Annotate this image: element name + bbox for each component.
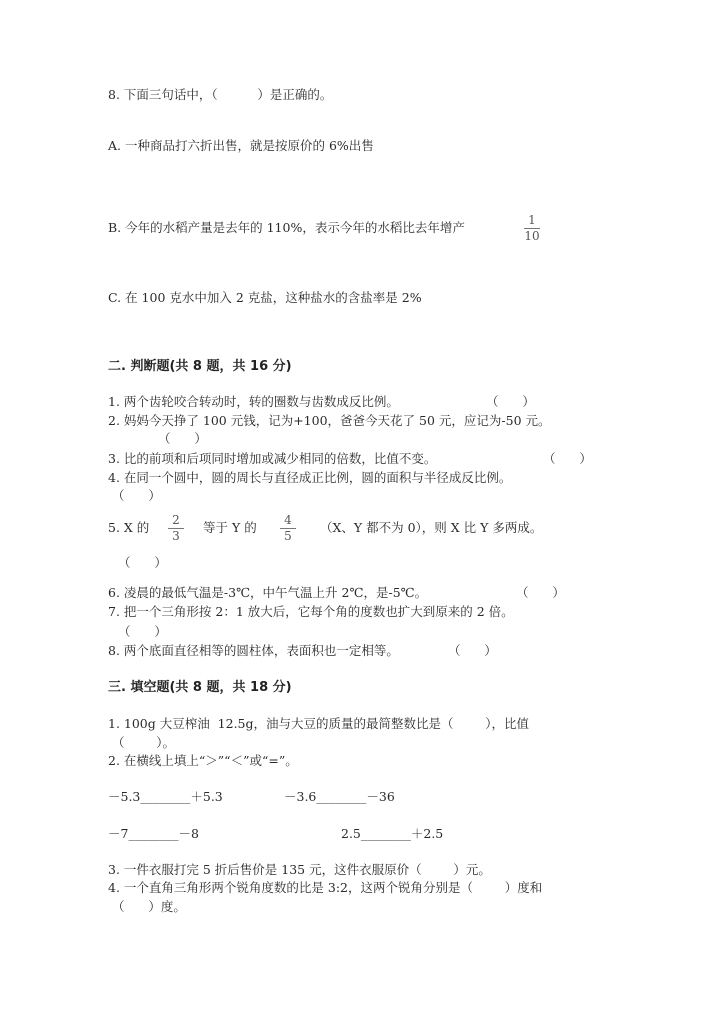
compare-2: －3.6________－36: [284, 789, 395, 804]
denominator: 5: [284, 529, 292, 543]
fill-q3: 3. 一件衣服打完 5 折后售价是 135 元，这件衣服原价（ ）元。: [108, 862, 491, 877]
answer-paren[interactable]: （ ）: [112, 488, 161, 503]
denominator: 10: [524, 229, 540, 243]
fraction-two-thirds: [168, 514, 184, 543]
fraction-four-fifths: [280, 514, 296, 543]
fill-q4-cont: （ ）度。: [112, 899, 186, 914]
judge-q5-end: （X、Y 都不为 0），则 X 比 Y 多两成。: [320, 520, 543, 535]
numerator: 1: [528, 213, 536, 227]
numerator: 4: [284, 513, 292, 527]
section-2-heading: 二. 判断题(共 8 题，共 16 分): [108, 359, 292, 374]
fill-q4: 4. 一个直角三角形两个锐角度数的比是 3:2，这两个锐角分别是（ ）度和: [108, 880, 543, 895]
fill-q2: 2. 在横线上填上“＞”“＜”或“=”。: [108, 753, 298, 768]
fill-q1: 1. 100g 大豆榨油 12.5g，油与大豆的质量的最简整数比是（ ），比值: [108, 716, 530, 731]
answer-paren[interactable]: （ ）: [516, 585, 565, 600]
judge-q1: 1. 两个齿轮咬合转动时，转的圈数与齿数成反比例。: [108, 394, 399, 409]
section-3-heading: 三. 填空题(共 8 题，共 18 分): [108, 680, 292, 695]
option-a: A. 一种商品打六折出售，就是按原价的 6%出售: [108, 138, 374, 153]
judge-q8: 8. 两个底面直径相等的圆柱体，表面积也一定相等。: [108, 643, 399, 658]
numerator: 2: [172, 513, 180, 527]
answer-paren[interactable]: （ ）: [543, 451, 592, 466]
option-b: B. 今年的水稻产量是去年的 110%，表示今年的水稻比去年增产: [108, 220, 465, 235]
compare-1: －5.3________＋5.3: [108, 789, 223, 804]
judge-q4: 4. 在同一个圆中，圆的周长与直径成正比例，圆的面积与半径成反比例。: [108, 470, 512, 485]
compare-4: 2.5________＋2.5: [341, 826, 444, 841]
answer-paren[interactable]: （ ）: [486, 394, 535, 409]
judge-q6: 6. 凌晨的最低气温是-3℃，中午气温上升 2℃，是-5℃。: [108, 585, 428, 600]
fill-q1-cont: （ ）。: [112, 735, 176, 750]
answer-paren[interactable]: （ ）: [118, 624, 167, 639]
question-8: 8. 下面三句话中，（ ）是正确的。: [108, 87, 333, 102]
answer-paren[interactable]: （ ）: [158, 431, 207, 446]
denominator: 3: [172, 529, 180, 543]
option-c: C. 在 100 克水中加入 2 克盐，这种盐水的含盐率是 2%: [108, 290, 422, 305]
judge-q5-middle: 等于 Y 的: [203, 520, 257, 535]
judge-q7: 7. 把一个三角形按 2：1 放大后，它每个角的度数也扩大到原来的 2 倍。: [108, 604, 514, 619]
judge-q3: 3. 比的前项和后项同时增加或减少相同的倍数，比值不变。: [108, 451, 437, 466]
answer-paren[interactable]: （ ）: [118, 555, 167, 570]
answer-paren[interactable]: （ ）: [448, 643, 497, 658]
compare-3: －7________－8: [108, 826, 199, 841]
fraction-one-tenth: [524, 214, 540, 243]
judge-q2: 2. 妈妈今天挣了 100 元钱，记为+100，爸爸今天花了 50 元，应记为-50 元。: [108, 413, 551, 428]
judge-q5-start: 5. X 的: [108, 520, 150, 535]
